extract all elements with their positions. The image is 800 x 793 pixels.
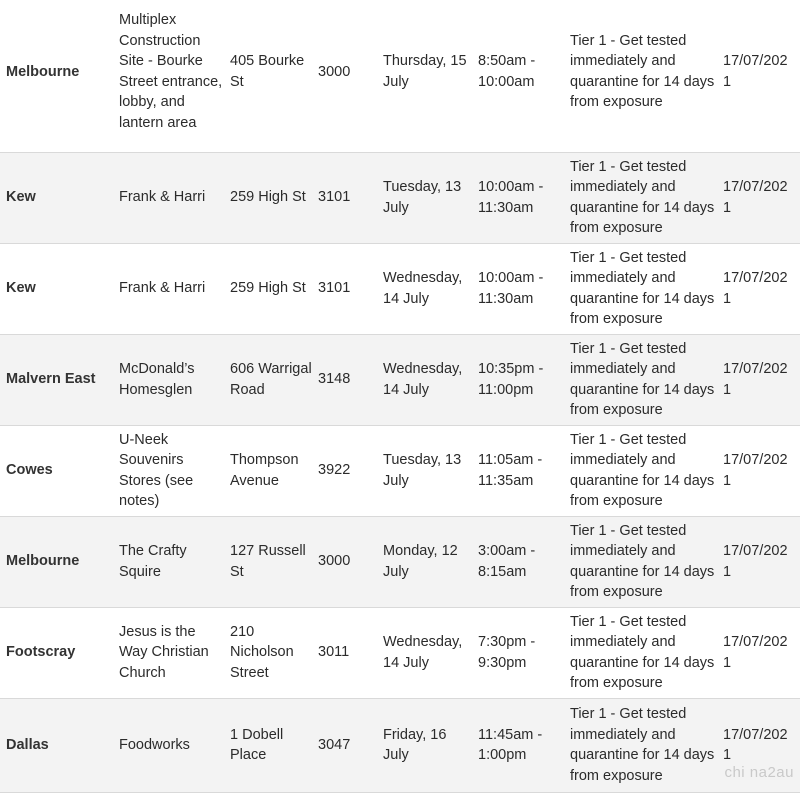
table-row: [0, 607, 800, 698]
postcode-cell: 3101: [318, 189, 351, 206]
suburb-cell: Melbourne: [6, 553, 80, 570]
exposure-time-cell: 11:45am - 1:00pm: [478, 726, 543, 763]
notes-cell: Tier 1 - Get tested immediately and quarantine for 14 days from exposure: [570, 249, 715, 327]
notes-cell: Tier 1 - Get tested immediately and quarantine for 14 days from exposure: [570, 32, 715, 111]
table-row: [0, 152, 800, 243]
table-row: [0, 516, 800, 607]
exposure-date-cell: Wednesday, 14 July: [383, 270, 463, 307]
exposure-date-cell: Tuesday, 13 July: [383, 179, 462, 216]
watermark: chi na2au: [724, 764, 794, 781]
postcode-cell: 3101: [318, 280, 351, 297]
site-cell: Multiplex Construction Site - Bourke Street entrance, lobby, and lantern area: [119, 12, 223, 131]
site-cell: McDonald’s Homesglen: [119, 361, 195, 398]
exposure-date-cell: Wednesday, 14 July: [383, 361, 463, 398]
postcode-cell: 3148: [318, 371, 351, 388]
suburb-cell: Cowes: [6, 462, 53, 479]
notes-cell: Tier 1 - Get tested immediately and quarantine for 14 days from exposure: [570, 522, 715, 600]
notes-cell: Tier 1 - Get tested immediately and quarantine for 14 days from exposure: [570, 340, 715, 418]
address-cell: 210 Nicholson Street: [230, 623, 294, 681]
notes-cell: Tier 1 - Get tested immediately and quarantine for 14 days from exposure: [570, 706, 715, 784]
table-row: [0, 0, 800, 152]
site-cell: Frank & Harri: [119, 189, 206, 206]
postcode-cell: 3011: [318, 644, 350, 661]
notes-cell: Tier 1 - Get tested immediately and quarantine for 14 days from exposure: [570, 431, 715, 509]
address-cell: 606 Warrigal Road: [230, 361, 312, 398]
exposure-time-cell: 10:35pm - 11:00pm: [478, 361, 544, 398]
exposure-time-cell: 8:50am - 10:00am: [478, 53, 536, 90]
suburb-cell: Kew: [6, 280, 36, 297]
exposure-time-cell: 7:30pm - 9:30pm: [478, 634, 536, 671]
published-date-cell: 17/07/2021: [723, 361, 788, 398]
address-cell: Thompson Avenue: [230, 452, 299, 489]
suburb-cell: Melbourne: [6, 63, 80, 80]
table-row: [0, 698, 800, 792]
exposure-date-cell: Thursday, 15 July: [383, 53, 467, 90]
suburb-cell: Dallas: [6, 736, 49, 753]
postcode-cell: 3000: [318, 63, 351, 80]
exposure-date-cell: Monday, 12 July: [383, 543, 458, 580]
exposure-time-cell: 10:00am - 11:30am: [478, 179, 544, 216]
site-cell: Frank & Harri: [119, 280, 206, 297]
site-cell: The Crafty Squire: [119, 543, 187, 580]
notes-cell: Tier 1 - Get tested immediately and quarantine for 14 days from exposure: [570, 613, 715, 691]
published-date-cell: 17/07/2021: [723, 634, 788, 671]
table-row: [0, 425, 800, 516]
exposure-date-cell: Wednesday, 14 July: [383, 634, 463, 671]
address-cell: 1 Dobell Place: [230, 726, 284, 763]
published-date-cell: 17/07/2021: [723, 270, 788, 307]
suburb-cell: Malvern East: [6, 371, 96, 388]
address-cell: 259 High St: [230, 189, 306, 206]
address-cell: 259 High St: [230, 280, 306, 297]
address-cell: 127 Russell St: [230, 543, 306, 580]
published-date-cell: 17/07/2021: [723, 452, 788, 489]
table-row: [0, 334, 800, 425]
suburb-cell: Footscray: [6, 644, 76, 661]
published-date-cell: 17/07/2021: [723, 179, 788, 216]
exposure-time-cell: 10:00am - 11:30am: [478, 270, 544, 307]
exposure-date-cell: Friday, 16 July: [383, 726, 447, 763]
published-date-cell: 17/07/2021: [723, 726, 788, 763]
site-cell: U-Neek Souvenirs Stores (see notes): [119, 431, 194, 509]
exposure-time-cell: 3:00am - 8:15am: [478, 543, 536, 580]
address-cell: 405 Bourke St: [230, 53, 305, 90]
notes-cell: Tier 1 - Get tested immediately and quarantine for 14 days from exposure: [570, 158, 715, 236]
exposure-date-cell: Tuesday, 13 July: [383, 452, 462, 489]
postcode-cell: 3000: [318, 553, 351, 570]
site-cell: Jesus is the Way Christian Church: [119, 623, 209, 681]
published-date-cell: 17/07/2021: [723, 53, 788, 90]
published-date-cell: 17/07/2021: [723, 543, 788, 580]
postcode-cell: 3047: [318, 736, 351, 753]
table-row: [0, 243, 800, 334]
postcode-cell: 3922: [318, 462, 351, 479]
suburb-cell: Kew: [6, 189, 36, 206]
exposure-time-cell: 11:05am - 11:35am: [478, 452, 543, 489]
site-cell: Foodworks: [119, 736, 190, 753]
